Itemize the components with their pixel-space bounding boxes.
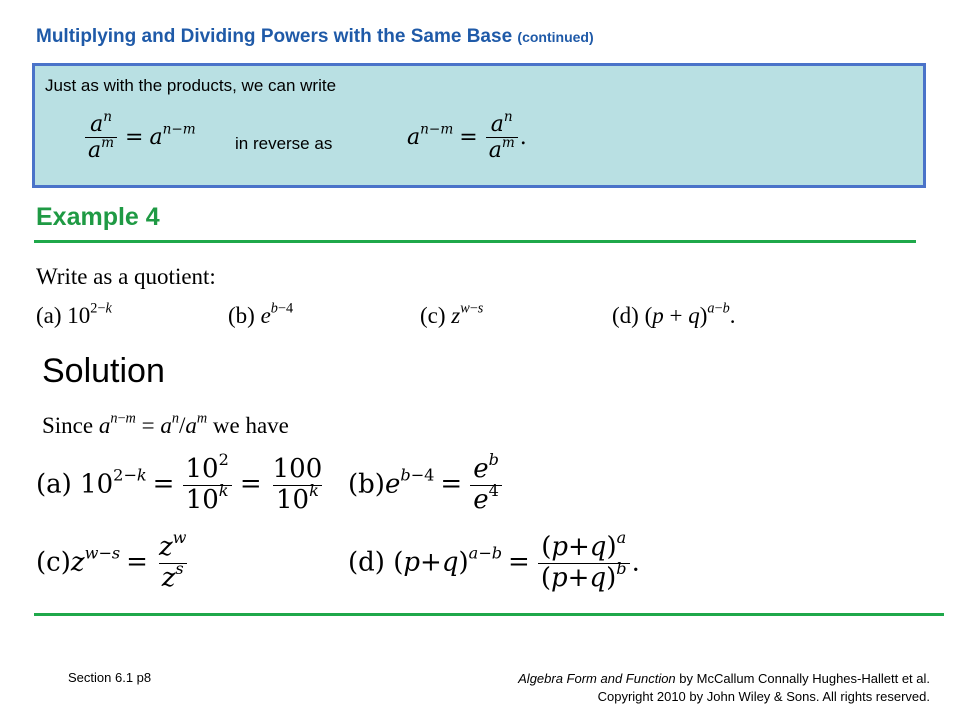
solution-a: (a) $10^{2-k}$ = $\frac{10^2}{10^k}$ = $\frac{100}{10^k}$ bbox=[36, 449, 323, 515]
since-line: Since $a^{n-m} = a^n/a^m$ we have bbox=[42, 410, 289, 438]
footer-book-line bbox=[518, 670, 930, 688]
divider-bottom bbox=[34, 613, 944, 616]
footer-copyright: Copyright 2010 by John Wiley & Sons. All rights reserved. bbox=[597, 688, 930, 704]
formula-quotient-rule: $\frac{a^n}{a^m}$ = $a^{n-m}$ bbox=[83, 112, 196, 164]
part-c-label: (c) bbox=[420, 303, 446, 328]
part-b-label: (b) bbox=[228, 303, 255, 328]
solution-b: $(b)e^{b-4}$ = $\frac{e^b}{e^4}$ bbox=[348, 455, 504, 516]
part-a-label: (a) bbox=[36, 303, 62, 328]
footer-book-authors: by McCallum Connally Hughes-Hallett et al. bbox=[675, 671, 930, 686]
solution-heading: Solution bbox=[42, 352, 165, 390]
title-main: Multiplying and Dividing Powers with the Same Base bbox=[36, 26, 513, 47]
part-a: (a) $10^{2-k}$ bbox=[36, 300, 112, 328]
divider-top bbox=[34, 240, 916, 243]
example-heading: Example 4 bbox=[36, 203, 160, 231]
footer-citation bbox=[518, 670, 930, 705]
since-prefix: Since bbox=[42, 413, 94, 438]
part-d: (d) $(p + q)^{a-b}$. bbox=[612, 300, 736, 328]
formula-reverse-rule: $a^{n-m}$ = $\frac{a^n}{a^m}$ . bbox=[407, 108, 527, 164]
rule-box bbox=[32, 63, 926, 188]
example-prompt: Write as a quotient: bbox=[36, 264, 216, 289]
title-suffix: (continued) bbox=[517, 29, 594, 45]
part-d-label: (d) bbox=[612, 303, 639, 328]
part-b: (b) $e^{b-4}$ bbox=[228, 300, 294, 328]
solution-d: (d) $(p+q)^{a-b}$ = $\frac{(p+q)^a}{(p+q)^b}$ . bbox=[348, 527, 640, 593]
part-c: (c) $z^{w-s}$ bbox=[420, 300, 484, 328]
page-title bbox=[36, 26, 594, 48]
solution-c: $(c)z^{w-s}$ = $\frac{z^w}{z^s}$ bbox=[36, 527, 187, 593]
reverse-label: in reverse as bbox=[235, 134, 333, 153]
footer-section: Section 6.1 p8 bbox=[68, 670, 152, 685]
since-suffix: we have bbox=[212, 413, 289, 438]
box-text: Just as with the products, we can write bbox=[45, 76, 337, 95]
footer-book-title: Algebra Form and Function bbox=[518, 671, 676, 686]
